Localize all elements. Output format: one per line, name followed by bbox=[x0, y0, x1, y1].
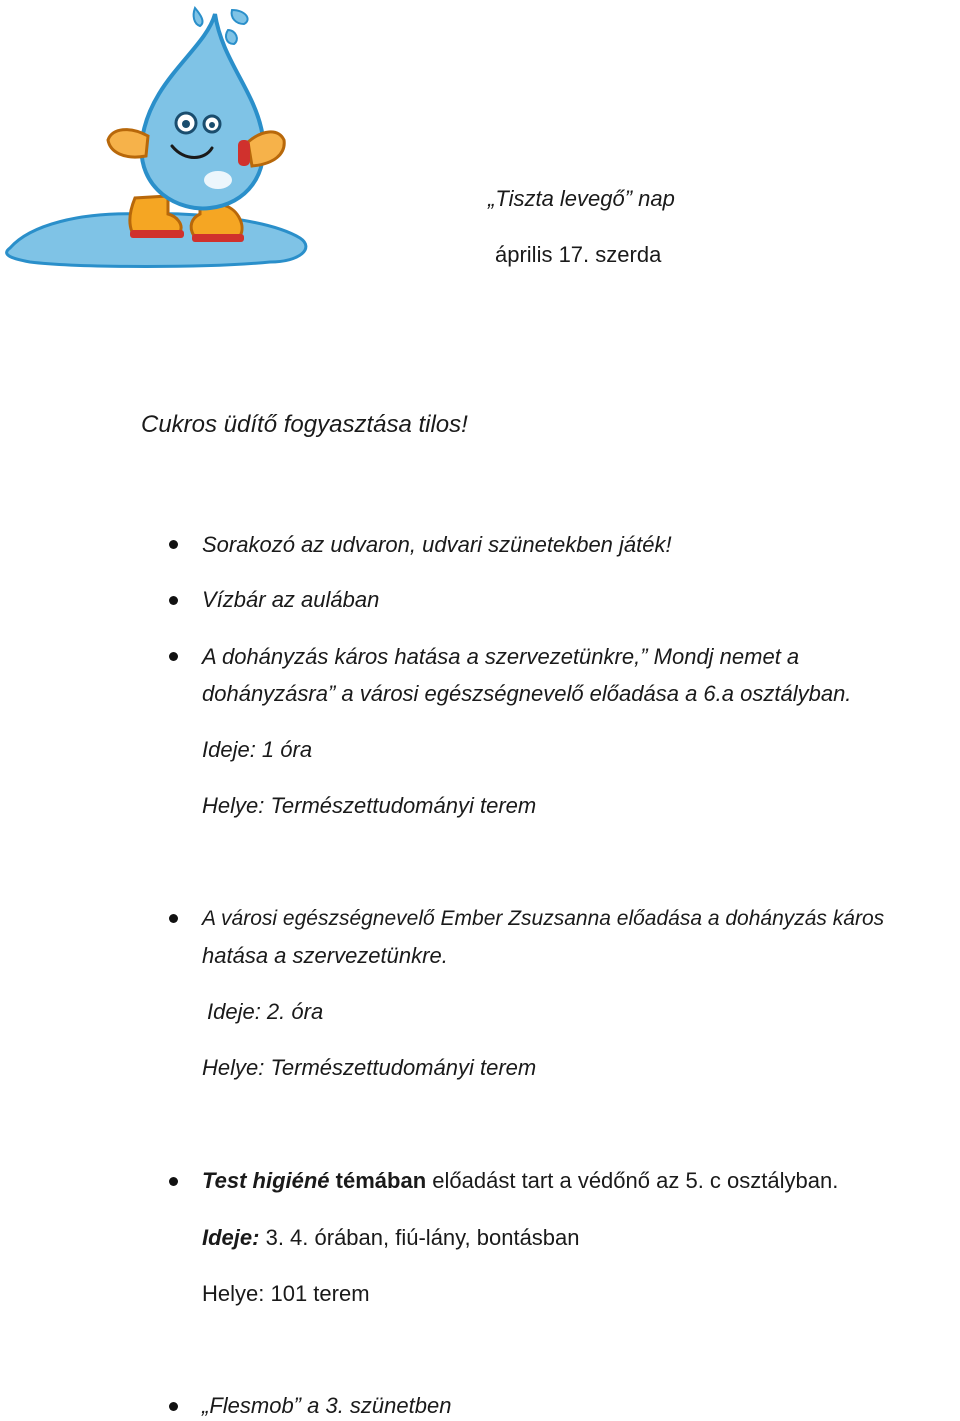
bullet-icon bbox=[169, 596, 178, 605]
list-item: „Flesmob” a 3. szünetben bbox=[202, 1393, 452, 1418]
item-description: előadást tart a védőnő az 5. c osztályban. bbox=[432, 1168, 839, 1193]
water-drop-mascot-icon bbox=[0, 0, 340, 275]
bullet-icon bbox=[169, 1402, 178, 1411]
list-item bbox=[202, 1170, 838, 1192]
rule-text: Cukros üdítő fogyasztása tilos! bbox=[141, 411, 468, 438]
list-item-line: hatása a szervezetünkre. bbox=[202, 943, 448, 968]
item-place: Helye: Természettudományi terem bbox=[202, 1055, 537, 1080]
item-topic: Test higiéné bbox=[202, 1168, 330, 1193]
list-item-line: A dohányzás káros hatása a szervezetünkre,” Mondj nemet a bbox=[202, 644, 800, 669]
item-place: Helye: Természettudományi terem bbox=[202, 793, 537, 818]
item-time bbox=[202, 1227, 580, 1249]
item-topic-word: témában bbox=[335, 1168, 427, 1193]
bullet-icon bbox=[169, 1177, 178, 1186]
list-item-line: A városi egészségnevelő Ember Zsuzsanna előadása a dohányzás káros bbox=[202, 907, 885, 930]
page-date: április 17. szerda bbox=[495, 242, 662, 267]
item-place: Helye: 101 terem bbox=[202, 1281, 370, 1306]
bullet-icon bbox=[169, 652, 178, 661]
item-time-label: Ideje: bbox=[202, 1225, 260, 1250]
bullet-icon bbox=[169, 914, 178, 923]
page-title: „Tiszta levegő” nap bbox=[488, 186, 675, 211]
item-time: Ideje: 1 óra bbox=[202, 737, 313, 762]
list-item: Sorakozó az udvaron, udvari szünetekben játék! bbox=[202, 532, 672, 557]
list-item-line: dohányzásra” a városi egészségnevelő előadása a 6.a osztályban. bbox=[202, 681, 852, 706]
item-time-value: 3. 4. órában, fiú-lány, bontásban bbox=[265, 1225, 580, 1250]
bullet-icon bbox=[169, 540, 178, 549]
list-item: Vízbár az aulában bbox=[202, 587, 380, 612]
item-time: Ideje: 2. óra bbox=[207, 999, 324, 1024]
